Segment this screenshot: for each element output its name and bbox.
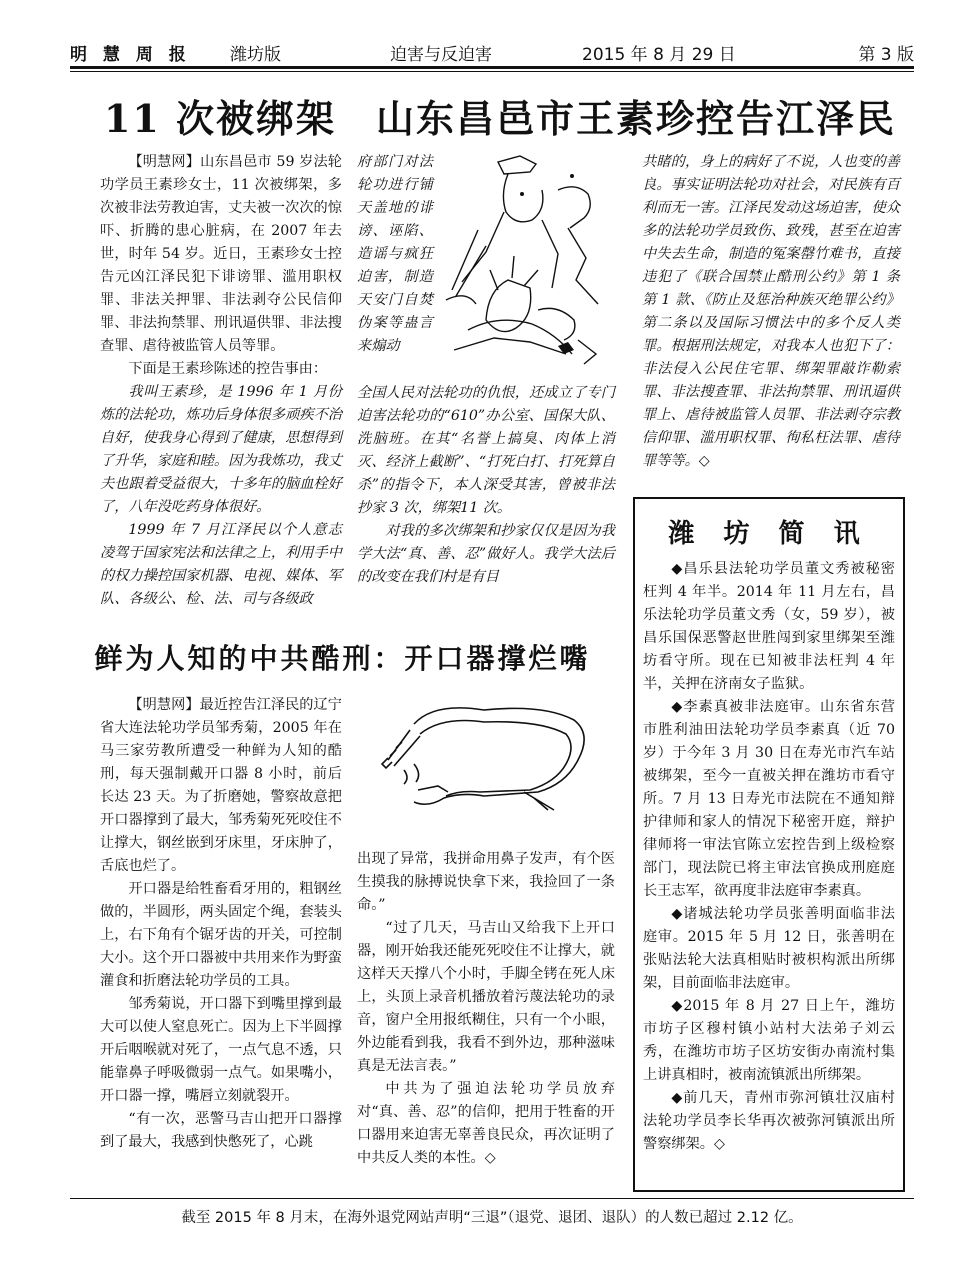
brand-name: 明 慧 周 报: [70, 45, 191, 65]
paragraph: 府部门对法轮功进行铺天盖地的诽谤、诬陷、造谣与疯狂迫害，制造天安门自焚伪案等蛊言来煽动: [357, 154, 433, 354]
header-rule: [70, 66, 914, 69]
paragraph: 出现了异常，我拼命用鼻子发声，有个医生摸我的脉搏说快拿下来，我捡回了一条命。”: [357, 851, 615, 913]
footer-rule: [70, 1198, 914, 1199]
paragraph: 全国人民对法轮功的仇恨，还成立了专门迫害法轮功的“610”办公室、国保大队、洗脑班。在其“名誉上搞臭、肉体上消灭、经济上截断”、“打死白打、打死算自杀”的指令下，本人深受其害，曾被非法抄家 3 次，绑架11 次。: [357, 385, 615, 516]
briefs-title: 潍 坊 简 讯: [668, 519, 870, 549]
paragraph: 1999 年 7 月江泽民以个人意志凌驾于国家宪法和法律之上，利用手中的权力操控国家机器、电视、媒体、军队、各级公、检、法、司与各级政: [100, 522, 342, 607]
paragraph: 共睹的，身上的病好了不说，人也变的善良。事实证明法轮功对社会，对民族有百利而无一害。江泽民发动这场迫害，使众多的法轮功学员致伤、致残，甚至在迫害中失去生命，制造的冤案罄竹难书，直接违犯了《联合国禁止酷刑公约》第 1 条第 1 款、《防止及惩治种族灭绝罪公约》第二条以及国际习惯法中的多个反人类罪。根据刑法规定，对我本人也犯下了：非法侵入公民住宅罪、绑架罪敲诈勒索罪、非法搜查罪、非法拘禁罪、刑讯逼供罪上、虐待被监管人员罪、非法剥夺宗教信仰罪、滥用职权罪、徇私枉法罪、虐待罪等等。◇: [642, 154, 900, 469]
issue-date: 2015 年 8 月 29 日: [582, 45, 736, 65]
paragraph: 【明慧网】最近控告江泽民的辽宁省大连法轮功学员邹秀菊，2005 年在马三家劳教所遭受一种鲜为人知的酷刑，每天强制戴开口器 8 小时，前后长达 23 天。为了折磨她，警察故意把开口器撑到了最大，邹秀菊死死咬住不让撑大，钢丝嵌到牙床里，牙床肿了，舌底也烂了。: [100, 697, 342, 874]
paragraph: 中共为了强迫法轮功学员放弃对“真、善、忍”的信仰，把用于牲畜的开口器用来迫害无辜善良民众，再次证明了中共反人类的本性。◇: [357, 1081, 615, 1166]
paragraph: 【明慧网】山东昌邑市 59 岁法轮功学员王素珍女士，11 次被绑架，多次被非法劳教迫害，丈夫被一次次的惊吓、折腾的患心脏病，在 2007 年去世，时年 54 岁。近日，王素珍女士控告元凶江泽民犯下诽谤罪、滥用职权罪、非法关押罪、非法剥夺公民信仰罪、非法拘禁罪、刑讯逼供罪、非法搜查罪、虐待被监管人员等罪。: [100, 154, 342, 354]
section-label: 迫害与反迫害: [390, 45, 492, 65]
brief-item: ◆诸城法轮功学员张善明面临非法庭审。2015 年 5 月 12 日，张善明在张贴法轮大法真相贴时被枳构派出所绑架，目前面临非法庭审。: [643, 906, 895, 991]
brief-item: ◆2015 年 8 月 27 日上午，潍坊市坊子区穆村镇小站村大法弟子刘云秀，在潍坊市坊子区坊安街办南流村集上讲真相时，被南流镇派出所绑架。: [643, 998, 895, 1083]
paragraph: “有一次，恶警马吉山把开口器撑到了最大，我感到快憋死了，心跳: [100, 1111, 342, 1150]
brief-item: ◆李素真被非法庭审。山东省东营市胜利油田法轮功学员李素真（近 70 岁）于今年 3 月 30 日在寿光市汽车站被绑架，至今一直被关押在潍坊市看守所。7 月 13 日寿光市法院在不通知辩护律师和家人的情况下秘密开庭，辩护律师将一审法官陈立宏控告到上级检察部门，现法院已将主审法官换成刑庭庭长王志军，欲再度非法庭审李素真。: [643, 699, 895, 899]
edition-label: 潍坊版: [230, 45, 281, 65]
paragraph: 开口器是给牲畜看牙用的，粗钢丝做的，半圆形，两头固定个绳，套装头上，右下角有个锯牙齿的开关，可控制大小。这个开口器被中共用来作为野蛮灌食和折磨法轮功学员的工具。: [100, 881, 342, 989]
page-number: 第 3 版: [858, 45, 914, 65]
paragraph: 我叫王素珍，是 1996 年 1 月份炼的法轮功，炼功后身体很多顽疾不治自好，使我身心得到了健康，思想得到了升华，家庭和睦。因为我炼功，我丈夫也跟着受益很大，十多年的脑血栓好了，八年没吃药身体很好。: [100, 384, 342, 515]
paragraph: 邹秀菊说，开口器下到嘴里撑到最大可以使人窒息死亡。因为上下半圆撑开后咽喉就对死了，一点气息不透，只能靠鼻子呼吸微弱一点气。如果嘴小，开口器一撑，嘴唇立刻就裂开。: [100, 996, 342, 1104]
header-rule-thin: [70, 71, 914, 72]
article1-column1: [100, 151, 342, 611]
brief-item: ◆前几天，青州市弥河镇壮汉庙村法轮功学员李长华再次被弥河镇派出所警察绑架。◇: [643, 1090, 895, 1152]
article2-column2: [357, 848, 615, 1170]
paragraph: 对我的多次绑架和抄家仅仅是因为我学大法“真、善、忍”做好人。我学大法后的改变在我们村是有目: [357, 523, 615, 585]
article1-column2-narrow: [357, 151, 433, 358]
headline: 11 次被绑架 山东昌邑市王素珍控告江泽民: [103, 96, 897, 141]
article2-headline: 鲜为人知的中共酷刑：开口器撑烂嘴: [94, 642, 591, 675]
article2-column1: [100, 694, 342, 1154]
persecution-illustration: [438, 150, 616, 372]
paragraph: 下面是王素珍陈述的控告事由：: [128, 361, 328, 377]
briefs-list: [635, 558, 903, 1156]
newspaper-header: [70, 34, 914, 64]
briefs-box: [633, 497, 905, 1192]
footer-note: 截至 2015 年 8 月末，在海外退党网站声明“三退”（退党、退团、退队）的人数已超过 2.12 亿。: [181, 1210, 803, 1226]
paragraph: “过了几天，马吉山又给我下上开口器，刚开始我还能死死咬住不让撑大，就这样天天撑八个小时，手脚全铐在死人床上，头顶上录音机播放着污蔑法轮功的录音，窗户全用报纸糊住，只有一个小眼，外边能看到我，我看不到外边，那种滋味真是无法言表。”: [357, 920, 615, 1074]
article1-column2-wide: [357, 382, 615, 589]
brief-item: ◆昌乐县法轮功学员董文秀被秘密枉判 4 年半。2014 年 11 月左右，昌乐法轮功学员董文秀（女，59 岁），被昌乐国保恶警赵世胜闯到家里绑架至潍坊看守所。现在已知被非法枉判 4 年半，关押在济南女子监狱。: [643, 561, 895, 692]
mouth-gag-illustration: [374, 700, 604, 830]
article1-column3: [642, 151, 900, 473]
